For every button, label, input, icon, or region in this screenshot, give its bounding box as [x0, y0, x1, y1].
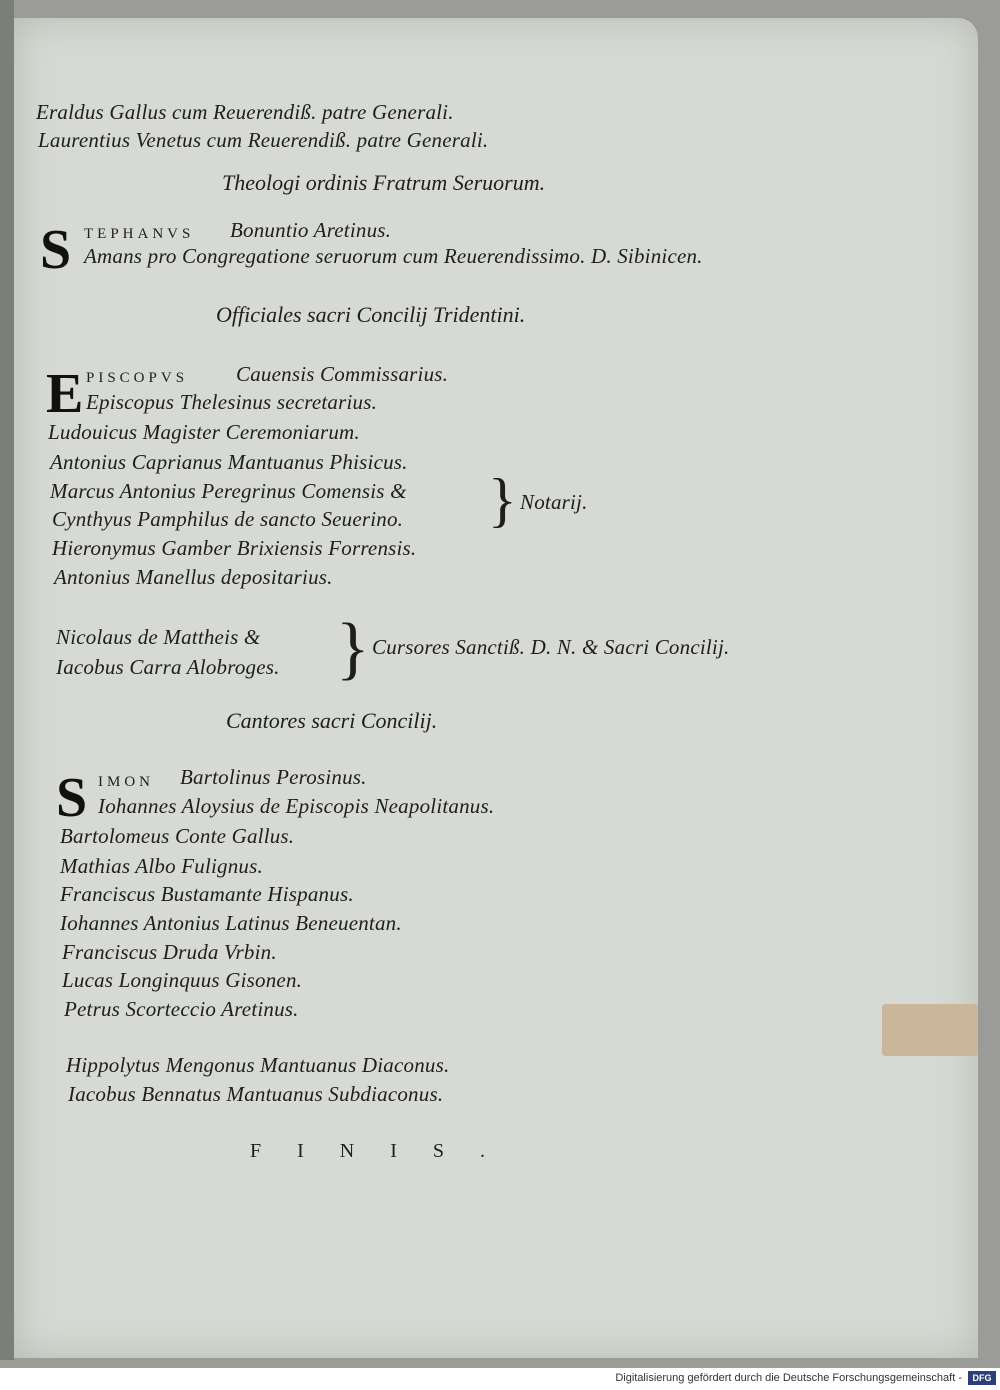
brace-notarij: } — [488, 467, 517, 533]
drop-cap-s-theologi: S — [40, 219, 72, 281]
heading-theologi: Theologi ordinis Fratrum Seruorum. — [222, 170, 546, 195]
header-line-2: Laurentius Venetus cum Reuerendiß. patre Generali. — [38, 128, 489, 152]
officiales-line: Cynthyus Pamphilus de sancto Seuerino. — [52, 507, 404, 531]
book-spine — [0, 0, 14, 1360]
finis-text: FINIS. — [250, 1140, 522, 1162]
officiales-first-rest: Cauensis Commissarius. — [236, 362, 449, 386]
cursores-line: Iacobus Carra Alobroges. — [56, 655, 280, 679]
heading-cantores: Cantores sacri Concilij. — [226, 708, 438, 733]
cantores-line: Lucas Longinquus Gisonen. — [62, 968, 303, 992]
cantores-line: Iohannes Aloysius de Episcopis Neapolitanus. — [98, 794, 495, 818]
brace-label-cursores: Cursores Sanctiß. D. N. & Sacri Concilij. — [372, 635, 730, 659]
footer-credit: Digitalisierung gefördert durch die Deutsche Forschungsgemeinschaft - — [615, 1372, 962, 1384]
cantores-line: Franciscus Bustamante Hispanus. — [60, 882, 354, 906]
cantores-line: Mathias Albo Fulignus. — [60, 854, 263, 878]
drop-cap-s-cantores: S — [56, 767, 88, 829]
officiales-line: Marcus Antonius Peregrinus Comensis & — [50, 479, 407, 503]
header-line-1: Eraldus Gallus cum Reuerendiß. patre Generali. — [36, 100, 454, 124]
officiales-first-caps: PISCOPVS — [86, 370, 189, 386]
officiales-line: Episcopus Thelesinus secretarius. — [86, 390, 378, 414]
officiales-line: Antonius Caprianus Mantuanus Phisicus. — [50, 450, 408, 474]
brace-cursores: } — [336, 610, 370, 687]
paper-tab — [882, 1004, 978, 1056]
cantores-first-rest: Bartolinus Perosinus. — [180, 765, 367, 789]
officiales-line: Ludouicus Magister Ceremoniarum. — [48, 420, 360, 444]
cursores-line: Nicolaus de Mattheis & — [56, 625, 261, 649]
dfg-logo-icon: DFG — [968, 1371, 996, 1385]
cantores-line: Bartolomeus Conte Gallus. — [60, 824, 295, 848]
cantores-line: Franciscus Druda Vrbin. — [62, 940, 277, 964]
officiales-line: Antonius Manellus depositarius. — [54, 565, 333, 589]
theologi-first-caps: TEPHANVS — [84, 226, 195, 242]
brace-label-notarij: Notarij. — [520, 490, 588, 514]
footer-bar — [0, 1368, 1000, 1390]
cantores-line: Petrus Scorteccio Aretinus. — [64, 997, 299, 1021]
drop-cap-e-officiales: E — [46, 363, 84, 425]
cantores-first-caps: IMON — [98, 774, 154, 790]
cantores-line: Iohannes Antonius Latinus Beneuentan. — [60, 911, 402, 935]
officiales-line: Hieronymus Gamber Brixiensis Forrensis. — [52, 536, 417, 560]
heading-officiales: Officiales sacri Concilij Tridentini. — [216, 302, 526, 327]
theologi-second: Amans pro Congregatione seruorum cum Reuerendissimo. D. Sibinicen. — [84, 244, 703, 268]
theologi-first-rest: Bonuntio Aretinus. — [230, 218, 392, 242]
diaconi-line: Hippolytus Mengonus Mantuanus Diaconus. — [66, 1053, 450, 1077]
diaconi-line: Iacobus Bennatus Mantuanus Subdiaconus. — [68, 1082, 444, 1106]
